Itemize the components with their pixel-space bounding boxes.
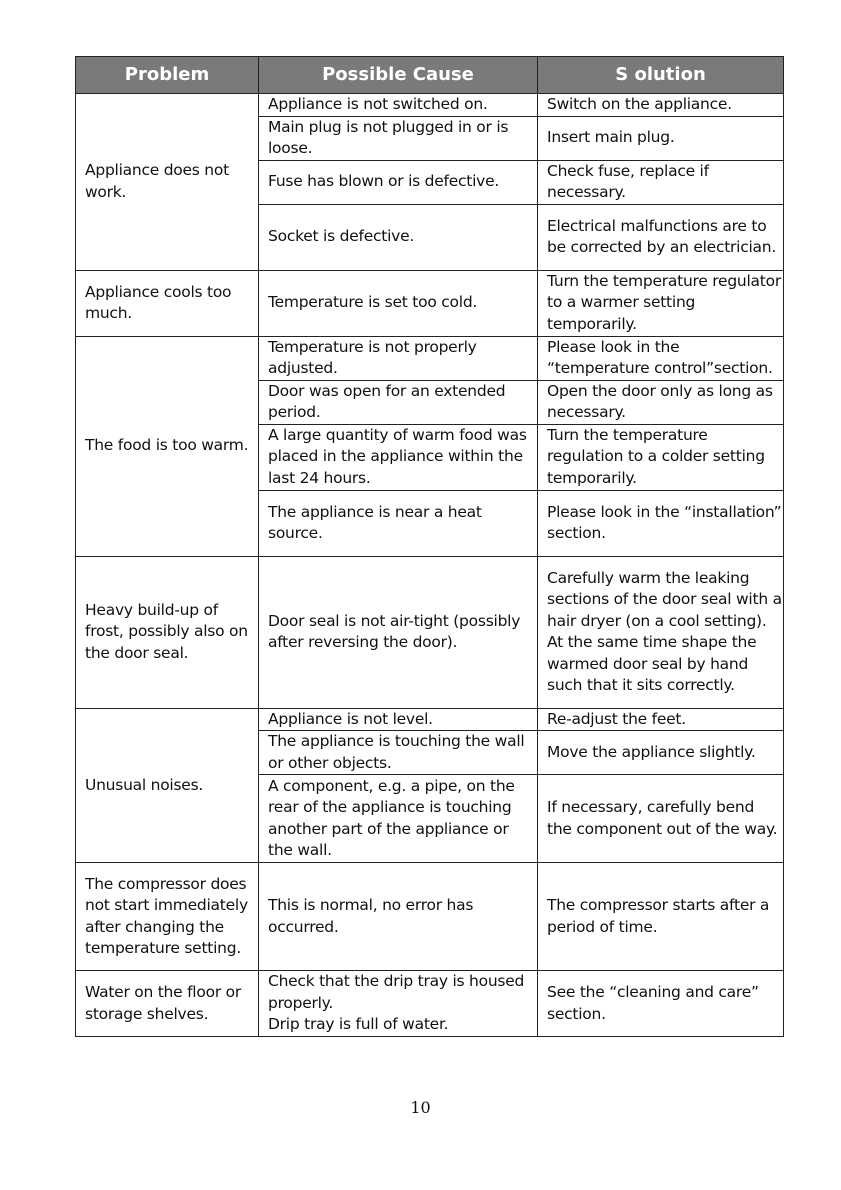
- solution-cell: Insert main plug.: [538, 116, 784, 160]
- solution-cell: Turn the temperature regulation to a colder setting temporarily.: [538, 424, 784, 490]
- cause-cell: Door was open for an extended period.: [259, 380, 538, 424]
- table-row: [76, 270, 784, 336]
- cause-text: Check that the drip tray is housed properly.: [268, 972, 525, 1012]
- solution-cell: Re-adjust the feet.: [538, 708, 784, 731]
- cause-cell: Temperature is not properly adjusted.: [259, 336, 538, 380]
- problem-cell: Heavy build-up of frost, possibly also on the door seal.: [76, 556, 259, 708]
- solution-cell: Check fuse, replace if necessary.: [538, 160, 784, 204]
- table-row: [76, 708, 784, 731]
- cause-cell: The appliance is near a heat source.: [259, 490, 538, 556]
- solution-cell: See the “cleaning and care” section.: [538, 971, 784, 1037]
- problem-cell: Unusual noises.: [76, 708, 259, 863]
- solution-cell: Open the door only as long as necessary.: [538, 380, 784, 424]
- cause-cell: Fuse has blown or is defective.: [259, 160, 538, 204]
- header-cause: Possible Cause: [259, 57, 538, 94]
- page-number: 10: [410, 1098, 431, 1117]
- cause-cell: A component, e.g. a pipe, on the rear of the appliance is touching another part of the appliance or the wall.: [259, 775, 538, 863]
- cause-cell: Temperature is set too cold.: [259, 270, 538, 336]
- cause-cell: A large quantity of warm food was placed in the appliance within the last 24 hours.: [259, 424, 538, 490]
- problem-cell: The compressor does not start immediately after changing the temperature setting.: [76, 863, 259, 971]
- cause-cell: Appliance is not switched on.: [259, 94, 538, 117]
- solution-cell: Switch on the appliance.: [538, 94, 784, 117]
- table-row: [76, 863, 784, 971]
- cause-text-2: Drip tray is full of water.: [268, 1015, 449, 1034]
- cause-cell: Appliance is not level.: [259, 708, 538, 731]
- cause-cell: Socket is defective.: [259, 204, 538, 270]
- table-row: [76, 336, 784, 380]
- problem-cell: Water on the floor or storage shelves.: [76, 971, 259, 1037]
- cause-cell: The appliance is touching the wall or other objects.: [259, 731, 538, 775]
- header-solution: S olution: [538, 57, 784, 94]
- problem-cell: Appliance does not work.: [76, 94, 259, 271]
- solution-cell: Carefully warm the leaking sections of the door seal with a hair dryer (on a cool setting). At the same time shape the warmed door seal by hand such that it sits correctly.: [538, 556, 784, 708]
- solution-cell: Please look in the “installation” section.: [538, 490, 784, 556]
- table-row: [76, 971, 784, 1037]
- problem-cell: Appliance cools too much.: [76, 270, 259, 336]
- problem-cell: The food is too warm.: [76, 336, 259, 556]
- solution-cell: The compressor starts after a period of time.: [538, 863, 784, 971]
- cause-cell: [259, 971, 538, 1037]
- cause-cell: This is normal, no error has occurred.: [259, 863, 538, 971]
- header-problem: Problem: [76, 57, 259, 94]
- solution-cell: If necessary, carefully bend the component out of the way.: [538, 775, 784, 863]
- solution-cell: Electrical malfunctions are to be corrected by an electrician.: [538, 204, 784, 270]
- cause-cell: Door seal is not air-tight (possibly after reversing the door).: [259, 556, 538, 708]
- solution-cell: Move the appliance slightly.: [538, 731, 784, 775]
- solution-cell: Turn the temperature regulator to a warmer setting temporarily.: [538, 270, 784, 336]
- header-row: [76, 57, 784, 94]
- solution-cell: Please look in the “temperature control”section.: [538, 336, 784, 380]
- table-row: [76, 94, 784, 117]
- cause-cell: Main plug is not plugged in or is loose.: [259, 116, 538, 160]
- troubleshooting-table: [75, 56, 784, 1037]
- table-row: [76, 556, 784, 708]
